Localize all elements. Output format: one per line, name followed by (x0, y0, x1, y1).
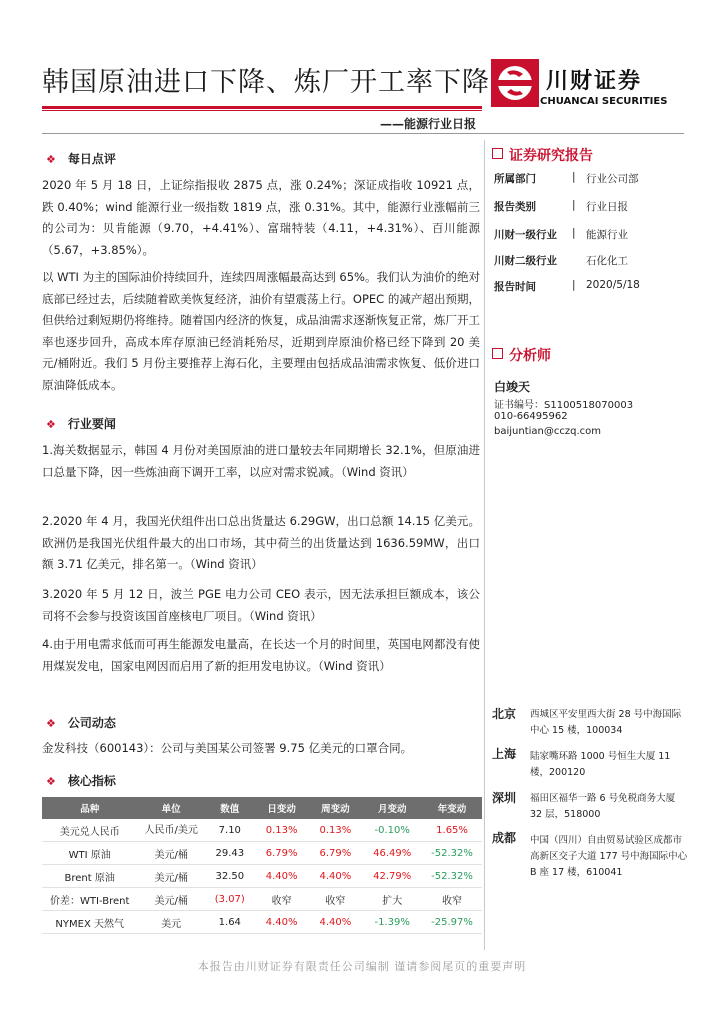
table-cell: 美元/桶 (137, 842, 204, 865)
logo-emblem-icon (490, 58, 540, 108)
table-cell: -52.32% (422, 865, 482, 888)
diamond-bullet-icon: ❖ (46, 775, 56, 788)
company-logo (490, 58, 690, 114)
news-item-4: 4.由于用电需求低而可再生能源发电量高，在长达一个月的时间里，英国电网都没有使用煤炭发电，国家电网因而启用了新的拒用发电协议。（Wind 资讯） (42, 637, 480, 673)
report-info-row (494, 171, 694, 191)
table-cell: 美元/桶 (137, 865, 204, 888)
table-cell: 4.40% (309, 911, 363, 934)
table-cell: 1.64 (205, 911, 255, 934)
office-address: 中国（四川）自由贸易试验区成都市高新区交子大道 177 号中海国际中心 B 座 17 楼，610041 (530, 835, 688, 878)
diamond-bullet-icon: ❖ (46, 717, 56, 730)
analyst-email[interactable]: baijuntian@cczq.com (494, 426, 602, 437)
report-info-key: 川财二级行业 (494, 255, 557, 267)
report-info-heading (492, 145, 593, 165)
analyst-heading-text: 分析师 (509, 348, 551, 364)
report-info-separator: | (572, 171, 576, 183)
column-header: 周变动 (309, 797, 363, 819)
analyst-phone: 010-66495962 (494, 411, 568, 422)
report-info-value: 行业日报 (586, 201, 628, 213)
column-separator (484, 140, 485, 950)
table-cell: 6.79% (309, 842, 363, 865)
report-info-row (494, 279, 694, 299)
section-heading: 每日点评 (67, 152, 116, 166)
section-company (46, 714, 116, 731)
header-rule (42, 106, 482, 109)
square-bullet-icon (492, 148, 503, 159)
logo-text-en: CHUANCAI SECURITIES (540, 96, 668, 107)
section-industry-news (46, 415, 116, 432)
column-header: 品种 (42, 797, 137, 819)
report-info-key: 所属部门 (494, 173, 536, 185)
table-cell: -25.97% (422, 911, 482, 934)
table-cell: WTI 原油 (42, 842, 137, 865)
table-header-row (42, 797, 482, 819)
report-info-row (494, 253, 694, 273)
page-title: 韩国原油进口下降、炼厂开工率下降 (42, 67, 490, 98)
section-heading: 核心指标 (67, 774, 116, 788)
column-header: 单位 (137, 797, 204, 819)
table-row (42, 911, 482, 934)
column-header: 年变动 (422, 797, 482, 819)
news-item-2: 2.2020 年 4 月，我国光伏组件出口总出货量达 6.29GW，出口总额 14.15 亿美元。欧洲仍是我国光伏组件最大的出口市场，其中荷兰的出货量达到 1636.59MW，出口额 3.71 亿美元，排名第一。（Wind 资讯） (42, 514, 480, 571)
report-info-key: 报告类别 (494, 201, 536, 213)
table-cell: -0.10% (362, 819, 422, 842)
table-cell: -1.39% (362, 911, 422, 934)
table-cell: 29.43 (205, 842, 255, 865)
daily-review-paragraph-2: 以 WTI 为主的国际油价持续回升，连续四周涨幅最高达到 65%。我们认为油价的绝对底部已经过去，后续随着欧美恢复经济，油价有望震荡上行。OPEC 的减产超出预期，但供给过剩短期仍将维持。随着国内经济的恢复，成品油需求逐渐恢复正常，炼厂开工率也逐步回升，高成本库存原油已经消耗殆尽，近期到岸原油价格已经下降到 20 美元/桶附近。我们 5 月份主要推荐上海石化，主要理由包括成品油需求恢复、低价进口原油降低成本。 (42, 270, 480, 392)
table-cell: 4.40% (255, 865, 309, 888)
table-cell: 6.79% (255, 842, 309, 865)
table-cell: 7.10 (205, 819, 255, 842)
table-cell: -52.32% (422, 842, 482, 865)
report-info-value: 2020/5/18 (586, 279, 640, 291)
table-cell: 0.13% (309, 819, 363, 842)
table-row (42, 888, 482, 911)
table-cell: (3.07) (205, 888, 255, 911)
office-address: 西城区平安里西大街 28 号中海国际中心 15 楼，100034 (530, 709, 682, 736)
diamond-bullet-icon: ❖ (46, 418, 56, 431)
page-footer: 本报告由川财证券有限责任公司编制 谨请参阅尾页的重要声明 (197, 960, 527, 973)
daily-review-paragraph-1: 2020 年 5 月 18 日，上证综指报收 2875 点，涨 0.24%；深证成指收 10921 点，跌 0.40%；wind 能源行业一级指数 1819 点，涨 0.31%。其中，能源行业涨幅前三的公司为：贝肯能源（9.70，+4.41%）、富瑞特装（4.11，+4.31%）、百川能源（5.67，+3.85%）。 (42, 178, 480, 257)
report-info-row (494, 199, 694, 219)
table-cell: 4.40% (309, 865, 363, 888)
table-cell: 美元 (137, 911, 204, 934)
section-indicators (46, 772, 116, 789)
report-info-row (494, 227, 694, 247)
column-header: 月变动 (362, 797, 422, 819)
office-address: 陆家嘴环路 1000 号恒生大厦 11 楼，200120 (530, 751, 671, 778)
section-heading: 公司动态 (67, 716, 116, 730)
analyst-heading (492, 345, 551, 365)
analyst-name: 白竣天 (494, 380, 531, 394)
table-cell: 4.40% (255, 911, 309, 934)
diamond-bullet-icon: ❖ (46, 153, 56, 166)
table-cell: 收窄 (255, 888, 309, 911)
report-info-separator: | (572, 227, 576, 239)
table-cell: 42.79% (362, 865, 422, 888)
report-info-key: 报告时间 (494, 281, 536, 293)
office-city: 深圳 (492, 791, 517, 805)
table-cell: 美元/桶 (137, 888, 204, 911)
table-cell: 价差：WTI-Brent (42, 888, 137, 911)
report-subtitle: ——能源行业日报 (380, 117, 477, 131)
table-cell: Brent 原油 (42, 865, 137, 888)
report-info-key: 川财一级行业 (494, 229, 557, 241)
company-news: 金发科技（600143）：公司与美国某公司签署 9.75 亿美元的口罩合同。 (42, 741, 413, 755)
report-info-value: 行业公司部 (586, 173, 639, 185)
header-rule-thin (42, 110, 482, 111)
logo-text-cn: 川财证券 (546, 69, 643, 94)
report-info-separator: | (572, 199, 576, 211)
column-header: 日变动 (255, 797, 309, 819)
table-cell: 1.65% (422, 819, 482, 842)
table-cell: NYMEX 天然气 (42, 911, 137, 934)
office-city: 成都 (492, 831, 517, 845)
table-cell: 收窄 (422, 888, 482, 911)
indicators-table (42, 797, 482, 934)
news-item-1: 1.海关数据显示，韩国 4 月份对美国原油的进口量较去年同期增长 32.1%，但原油进口总量下降，因一些炼油商下调开工率，以应对需求锐减。（Wind 资讯） (42, 443, 480, 479)
news-item-3: 3.2020 年 5 月 12 日，波兰 PGE 电力公司 CEO 表示，因无法承担巨额成本，该公司将不会参与投资该国首座核电厂项目。（Wind 资讯） (42, 587, 480, 623)
table-row (42, 842, 482, 865)
square-bullet-icon (492, 348, 503, 359)
table-row (42, 865, 482, 888)
table-cell: 美元兑人民币 (42, 819, 137, 842)
table-row (42, 819, 482, 842)
report-info-separator: | (572, 279, 576, 291)
office-city: 上海 (492, 747, 517, 761)
table-cell: 人民币/美元 (137, 819, 204, 842)
column-header: 数值 (205, 797, 255, 819)
office-city: 北京 (492, 707, 517, 721)
table-cell: 收窄 (309, 888, 363, 911)
table-cell: 扩大 (362, 888, 422, 911)
report-info-heading-text: 证券研究报告 (509, 148, 593, 164)
report-info-value: 石化化工 (586, 255, 628, 267)
table-cell: 46.49% (362, 842, 422, 865)
divider (42, 133, 684, 134)
section-heading: 行业要闻 (67, 417, 116, 431)
section-daily-review (46, 150, 116, 167)
table-cell: 0.13% (255, 819, 309, 842)
office-address: 福田区福华一路 6 号免税商务大厦 32 层，518000 (530, 793, 676, 820)
analyst-cert: 证书编号：S1100518070003 (494, 400, 634, 411)
report-info-value: 能源行业 (586, 229, 628, 241)
table-cell: 32.50 (205, 865, 255, 888)
